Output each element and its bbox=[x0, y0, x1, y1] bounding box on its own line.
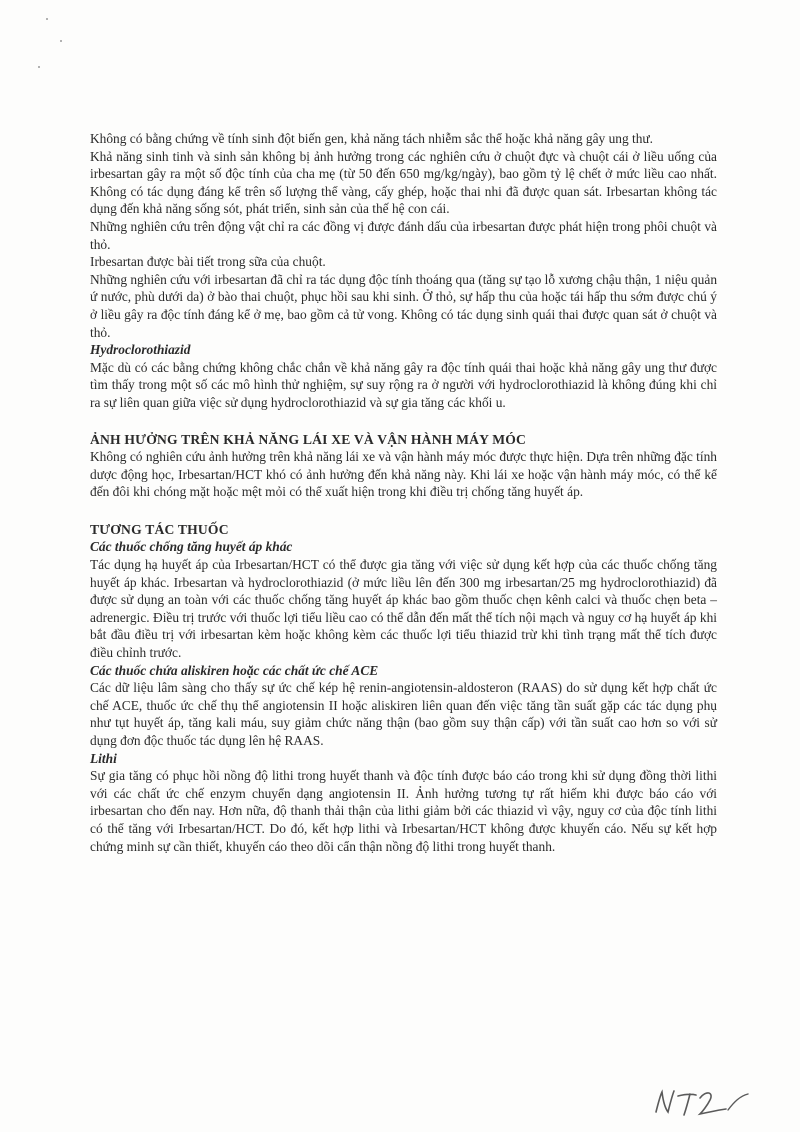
heading-driving: ẢNH HƯỞNG TRÊN KHẢ NĂNG LÁI XE VÀ VẬN HÀNH MÁY MÓC bbox=[90, 431, 527, 447]
scan-speck bbox=[60, 40, 62, 42]
heading-antihypertensives: Các thuốc chống tăng huyết áp khác bbox=[90, 539, 293, 555]
section-spacer bbox=[90, 412, 717, 431]
heading-drug-interactions: TƯƠNG TÁC THUỐC bbox=[90, 521, 229, 537]
heading-hydroclorothiazid: Hydroclorothiazid bbox=[90, 342, 191, 358]
heading-aliskiren-ace: Các thuốc chứa aliskiren hoặc các chất ức chế ACE bbox=[90, 662, 379, 678]
paragraph-antihypertensives: Tác dụng hạ huyết áp của Irbesartan/HCT có thể được gia tăng với việc sử dụng kết hợp của các thuốc chống tăng huyết áp khác. Irbesartan và hydroclorothiazid (ở mức liều lên đến 300 mg irbesartan/25 mg hydroclorothiazid) đã được sử dụng an toàn với các thuốc chống tăng huyết áp khác bao gồm thuốc chẹn kênh calci và thuốc chẹn beta – adrenergic. Điều trị trước với thuốc lợi tiểu liều cao có thể dẫn đến mất thể tích nội mạch và nguy cơ hạ huyết áp khi bắt đầu điều trị với irbesartan kèm hoặc không kèm các thuốc lợi tiểu thiazid trừ khi tình trạng mất thể tích được điều chỉnh trước. bbox=[90, 557, 717, 661]
heading-lithium: Lithi bbox=[90, 750, 117, 766]
paragraph-lithium: Sự gia tăng có phục hồi nồng độ lithi trong huyết thanh và độc tính được báo cáo trong khi sử dụng đồng thời lithi với các chất ức chế enzym chuyển dạng angiotensin II. Ảnh hưởng tương tự rất hiếm khi được báo cáo với irbesartan cho đến nay. Hơn nữa, độ thanh thải thận của lithi giảm bởi các thiazid vì vậy, nguy cơ của độc tính lithi có thể tăng với Irbesartan/HCT. Do đó, kết hợp lithi và Irbesartan/HCT không được khuyến cáo. Nếu sự kết hợp chứng minh sự cần thiết, khuyến cáo theo dõi cẩn thận nồng độ lithi trong huyết thanh. bbox=[90, 768, 717, 854]
paragraph-fertility: Khả năng sinh tinh và sinh sản không bị ảnh hưởng trong các nghiên cứu ở chuột đực và chuột cái ở liều uống của irbesartan gây ra một số độc tính của cha mẹ (từ 50 đến 650 mg/kg/ngày), bao gồm tỷ lệ chết ở mức liều cao nhất. Không có tác dụng đáng kể trên số lượng thể vàng, cấy ghép, hoặc thai nhi đã được quan sát. Irbesartan không tác dụng đến khả năng sống sót, phát triển, sinh sản của thế hệ con cái. bbox=[90, 148, 717, 217]
scan-speck bbox=[46, 18, 48, 20]
scan-speck bbox=[38, 66, 40, 68]
section-spacer bbox=[90, 501, 717, 521]
paragraph-fetal-toxicity: Những nghiên cứu với irbesartan đã chỉ ra tác dụng độc tính thoáng qua (tăng sự tạo lỗ xương chậu thận, 1 niệu quản ứ nước, phù dưới da) ở bào thai chuột, phục hồi sau khi sinh. Ở thỏ, sự hấp thu của hoặc tái hấp thu sớm được chú ý ở liều gây ra độc tính đáng kể ở mẹ, bao gồm cả tử vong. Không có tác dụng sinh quái thai được quan sát ở chuột và thỏ. bbox=[90, 271, 718, 340]
paragraph-hydroclorothiazid: Mặc dù có các bằng chứng không chắc chắn về khả năng gây ra độc tính quái thai hoặc khả năng gây ung thư được tìm thấy trong một số các mô hình thử nghiệm, sự suy rộng ra ở người với hydroclorothiazid là không đúng khi chỉ ra sự liên quan giữa việc sử dụng hydroclorothiazid và sự gia tăng các khối u. bbox=[90, 359, 717, 410]
handwritten-initials bbox=[650, 1082, 760, 1120]
paragraph-aliskiren-ace: Các dữ liệu lâm sàng cho thấy sự ức chế kép hệ renin-angiotensin-aldosteron (RAAS) do sử dụng kết hợp chất ức chế ACE, thuốc ức chế thụ thể angiotensin II hoặc aliskiren liên quan đến việc tăng tần suất gặp các tác dụng phụ như tụt huyết áp, tăng kali máu, suy giảm chức năng thận (bao gồm suy thận cấp) với tần suất cao hơn so với sử dụng đơn độc thuốc tác dụng lên hệ RAAS. bbox=[90, 680, 717, 748]
paragraph-driving: Không có nghiên cứu ảnh hưởng trên khả năng lái xe và vận hành máy móc được thực hiện. Dựa trên những đặc tính dược động học, Irbesartan/HCT khó có ảnh hưởng đến khả năng này. Khi lái xe hoặc vận hành máy móc, có thể kể đến đôi khi chóng mặt hoặc mệt mỏi có thể xuất hiện trong khi điều trị chống tăng huyết áp. bbox=[90, 449, 717, 500]
paragraph-isotope-study: Những nghiên cứu trên động vật chỉ ra các đồng vị được đánh dấu của irbesartan được phát hiện trong phôi chuột và thỏ. bbox=[90, 218, 717, 252]
paragraph-mutagenicity: Không có bằng chứng về tính sinh đột biến gen, khả năng tách nhiễm sắc thể hoặc khả năng gây ung thư. bbox=[90, 131, 654, 146]
document-body bbox=[90, 130, 717, 855]
paragraph-milk-excretion: Irbesartan được bài tiết trong sữa của chuột. bbox=[90, 254, 326, 270]
